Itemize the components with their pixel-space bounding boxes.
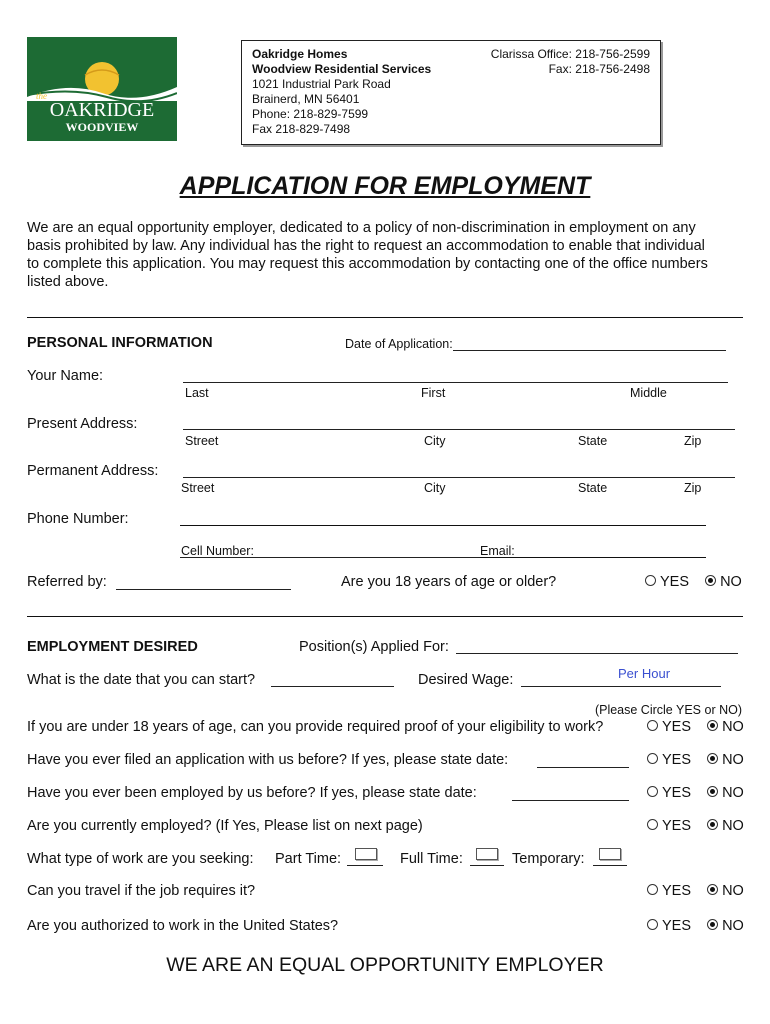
filed-date-field[interactable] <box>537 767 629 768</box>
question-travel: Can you travel if the job requires it? <box>27 883 256 899</box>
yes-label: YES <box>662 918 692 934</box>
page-title: APPLICATION FOR EMPLOYMENT <box>179 172 591 200</box>
currently-employed-answer <box>647 818 744 834</box>
email-field[interactable] <box>480 557 706 558</box>
question-authorized: Are you authorized to work in the United States? <box>27 918 339 934</box>
permanent-sub-zip: Zip <box>684 481 702 495</box>
intro-paragraph <box>27 219 747 291</box>
fax-line: Fax 218-829-7498 <box>252 122 351 136</box>
permanent-address-field[interactable] <box>183 477 735 478</box>
permanent-sub-city: City <box>424 481 446 495</box>
yes-radio[interactable] <box>647 919 658 930</box>
no-radio[interactable] <box>707 786 718 797</box>
present-sub-state: State <box>578 434 608 448</box>
no-radio[interactable] <box>707 819 718 830</box>
start-date-field[interactable] <box>271 686 394 687</box>
no-label: NO <box>722 785 744 801</box>
no-label: NO <box>722 818 744 834</box>
position-field[interactable] <box>456 653 738 654</box>
present-address-field[interactable] <box>183 429 735 430</box>
part-time-label: Part Time: <box>275 851 342 867</box>
intro-line: to complete this application. You may request this accommodation by contacting one of the office numbers <box>27 256 708 272</box>
position-label: Position(s) Applied For: <box>299 639 449 655</box>
question-work-type: What type of work are you seeking: <box>27 851 254 867</box>
no-label: NO <box>722 752 744 768</box>
employment-desired-heading: EMPLOYMENT DESIRED <box>27 639 198 655</box>
intro-line: listed above. <box>27 274 109 290</box>
footer-statement: WE ARE AN EQUAL OPPORTUNITY EMPLOYER <box>166 954 604 976</box>
no-radio[interactable] <box>705 575 716 586</box>
svg-text:the: the <box>36 91 47 101</box>
date-of-application-label: Date of Application: <box>345 337 453 351</box>
name-sub-middle: Middle <box>630 386 667 400</box>
intro-line: basis prohibited by law. Any individual has the right to request an accommodation to enable that individual <box>27 238 705 254</box>
address-line2: Brainerd, MN 56401 <box>252 92 360 106</box>
full-time-checkbox[interactable] <box>476 848 498 860</box>
phone-number-field[interactable] <box>180 525 706 526</box>
employed-date-field[interactable] <box>512 800 629 801</box>
company-logo <box>27 37 177 141</box>
cell-number-label: Cell Number: <box>181 544 254 558</box>
date-of-application-field[interactable] <box>453 350 726 351</box>
yes-label: YES <box>662 785 692 801</box>
svg-text:WOODVIEW: WOODVIEW <box>65 120 139 134</box>
desired-wage-field[interactable] <box>521 686 721 687</box>
referred-by-field[interactable] <box>116 589 291 590</box>
name-field[interactable] <box>183 382 728 383</box>
name-sub-first: First <box>421 386 446 400</box>
yes-label: YES <box>662 752 692 768</box>
filed-before-answer <box>647 752 744 768</box>
referred-by-label: Referred by: <box>27 574 107 590</box>
section-divider <box>27 317 743 318</box>
age-question: Are you 18 years of age or older? <box>341 574 557 590</box>
question-filed-before: Have you ever filed an application with us before? If yes, please state date: <box>27 752 509 768</box>
circle-note: (Please Circle YES or NO) <box>594 703 742 717</box>
authorized-answer <box>647 918 744 934</box>
per-hour-note: Per Hour <box>618 666 671 681</box>
cell-number-field[interactable] <box>180 557 480 558</box>
no-label: NO <box>722 918 744 934</box>
clarissa-fax: Fax: 218-756-2498 <box>548 62 650 76</box>
temporary-label: Temporary: <box>512 851 585 867</box>
permanent-sub-street: Street <box>181 481 215 495</box>
part-time-checkbox[interactable] <box>355 848 377 860</box>
svg-text:OAKRIDGE: OAKRIDGE <box>49 99 155 121</box>
permanent-sub-state: State <box>578 481 608 495</box>
yes-radio[interactable] <box>647 753 658 764</box>
email-label: Email: <box>480 544 515 558</box>
intro-line: We are an equal opportunity employer, dedicated to a policy of non-discrimination in employment on any <box>27 220 696 236</box>
no-radio[interactable] <box>707 720 718 731</box>
no-label: NO <box>722 883 744 899</box>
no-radio[interactable] <box>707 919 718 930</box>
yes-radio[interactable] <box>647 786 658 797</box>
present-address-label: Present Address: <box>27 416 138 432</box>
age-answer <box>645 574 742 590</box>
temporary-checkbox[interactable] <box>599 848 621 860</box>
part-time-line <box>347 865 383 866</box>
yes-radio[interactable] <box>647 884 658 895</box>
company-name: Oakridge Homes <box>252 47 348 61</box>
no-label: NO <box>720 574 742 590</box>
question-under-18: If you are under 18 years of age, can you provide required proof of your eligibility to work? <box>27 719 604 735</box>
travel-answer <box>647 883 744 899</box>
employed-before-answer <box>647 785 744 801</box>
phone-number-label: Phone Number: <box>27 511 129 527</box>
header-contact-box <box>241 40 661 145</box>
no-radio[interactable] <box>707 753 718 764</box>
no-radio[interactable] <box>707 884 718 895</box>
present-sub-zip: Zip <box>684 434 702 448</box>
yes-label: YES <box>662 719 692 735</box>
your-name-label: Your Name: <box>27 368 104 384</box>
start-date-label: What is the date that you can start? <box>27 672 256 688</box>
personal-info-heading: PERSONAL INFORMATION <box>27 335 213 351</box>
oakridge-logo-graphic <box>27 37 177 141</box>
yes-radio[interactable] <box>647 819 658 830</box>
yes-radio[interactable] <box>645 575 656 586</box>
full-time-line <box>470 865 504 866</box>
no-label: NO <box>722 719 744 735</box>
temporary-line <box>593 865 627 866</box>
present-sub-city: City <box>424 434 446 448</box>
present-sub-street: Street <box>185 434 219 448</box>
question-employed-before: Have you ever been employed by us before? If yes, please state date: <box>27 785 477 801</box>
yes-label: YES <box>660 574 690 590</box>
yes-label: YES <box>662 818 692 834</box>
name-sub-last: Last <box>185 386 209 400</box>
company-subname: Woodview Residential Services <box>252 62 432 76</box>
address-line1: 1021 Industrial Park Road <box>252 77 391 91</box>
full-time-label: Full Time: <box>400 851 463 867</box>
section-divider <box>27 616 743 617</box>
desired-wage-label: Desired Wage: <box>418 672 514 688</box>
under-18-answer <box>647 719 744 735</box>
yes-label: YES <box>662 883 692 899</box>
question-currently-employed: Are you currently employed? (If Yes, Please list on next page) <box>27 818 423 834</box>
permanent-address-label: Permanent Address: <box>27 463 159 479</box>
clarissa-office: Clarissa Office: 218-756-2599 <box>490 47 650 61</box>
yes-radio[interactable] <box>647 720 658 731</box>
phone-line: Phone: 218-829-7599 <box>252 107 369 121</box>
